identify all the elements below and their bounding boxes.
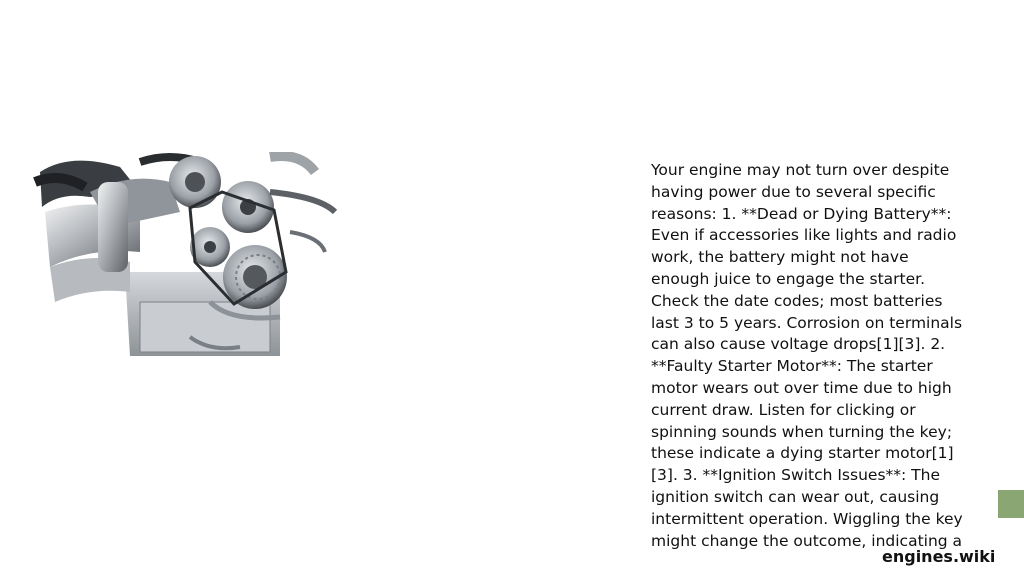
accent-tab xyxy=(998,490,1024,518)
engine-photo xyxy=(30,152,340,358)
body-text: Your engine may not turn over despite having power due to several specific reasons: 1. **Dead or Dying Battery**: Even if accessories like lights and radio work, the battery might not have enough juice to engage the starter. Check the date codes; most batteries last 3 to 5 years. Corrosion on terminals can also cause voltage drops[1][3]. 2. **Faulty Starter Motor**: The starter motor wears out over time due to high current draw. Listen for clicking or spinning sounds when turning the key; these indicate a dying starter motor[1][3]. 3. **Ignition Switch Issues**: The ignition switch can wear out, causing intermittent operation. Wiggling the key might change the outcome, indicating a xyxy=(651,161,963,550)
site-watermark: engines.wiki xyxy=(882,547,996,566)
